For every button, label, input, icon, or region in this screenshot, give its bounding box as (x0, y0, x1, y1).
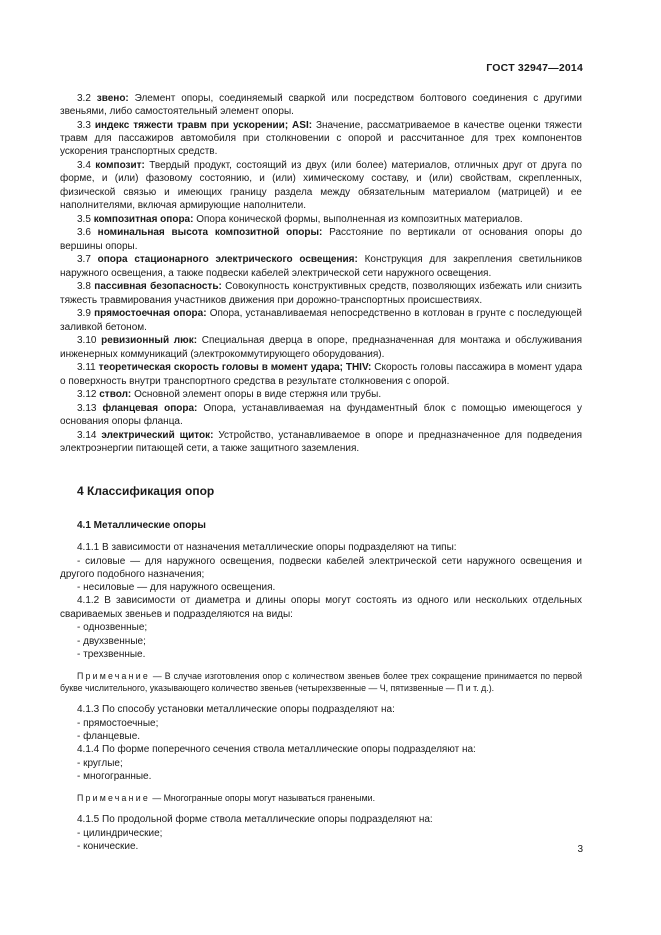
list-item: - несиловые — для наружного освещения. (77, 582, 276, 594)
document-code: ГОСТ 32947—2014 (486, 62, 583, 74)
paragraph-4-1-1: 4.1.1 В зависимости от назначения металлические опоры подразделяют на типы: (77, 542, 457, 554)
note-label: Примечание (77, 793, 150, 804)
definition-3-13: 3.13 фланцевая опора: Опора, устанавливаемая на фундаментный блок с помощью имеющегося у основания опоры фланца. (60, 403, 582, 428)
list-item: - цилиндрические; (77, 828, 163, 840)
list-item: - круглые; (77, 758, 123, 770)
list-item: - однозвенные; (77, 622, 148, 634)
list-item: - конические. (77, 841, 139, 853)
definition-3-11: 3.11 теоретическая скорость головы в момент удара; THIV: Скорость головы пассажира в момент удара о поверхность внутри транспортного средства в результате столкновения с опорой. (60, 362, 583, 387)
note-2: Примечание — Многогранные опоры могут называться гранеными. (77, 793, 376, 804)
paragraph-4-1-4: 4.1.4 По форме поперечного сечения ствола металлические опоры подразделяют на: (77, 744, 476, 756)
definition-3-9: 3.9 прямостоечная опора: Опора, устанавливаемая непосредственно в котлован в грунте с последующей заливкой бетоном. (60, 308, 583, 333)
paragraph-4-1-2: 4.1.2 В зависимости от диаметра и длины опоры могут состоять из одного или нескольких отдельных свариваемых звеньев и подразделяются на виды: (60, 595, 582, 620)
definition-3-5: 3.5 композитная опора: Опора конической формы, выполненная из композитных материалов. (77, 213, 523, 225)
list-item: - трехзвенные. (77, 648, 146, 660)
list-item: - прямостоечные; (77, 717, 159, 729)
definition-3-14: 3.14 электрический щиток: Устройство, устанавливаемое в опоре и предназначенное для подведения электроэнергии питающей сети, а также защитного заземления. (60, 430, 582, 455)
definition-3-7: 3.7 опора стационарного электрического освещения: Конструкция для закрепления светильников наружного освещения, а также подвески кабелей электрической сети наружного освещения. (60, 254, 583, 279)
section-4-title: 4 Классификация опор (77, 483, 215, 498)
definition-3-4: 3.4 композит: Твердый продукт, состоящий из двух (или более) материалов, отличных друг от друга по форме, и (или) фазовому состоянию, и (или) химическому составу, и (или) свойствам, скрепленных, физической связью и имеющих границу раздела между обязательным материалом (матрицей) и ее наполнителями, включая армирующие наполнители. (60, 160, 582, 211)
page-number: 3 (577, 844, 583, 855)
page-body (60, 92, 582, 854)
definition-3-2: 3.2 звено: Элемент опоры, соединяемый сваркой или посредством болтового соединения с другими звеньями, либо самостоятельный элемент опоры. (60, 93, 583, 118)
note-label: Примечание (77, 671, 150, 682)
list-item: - многогранные. (77, 771, 152, 783)
definition-3-8: 3.8 пассивная безопасность: Совокупность конструктивных средств, позволяющих избежать или снизить тяжесть травмирования участников движения при дорожно-транспортных происшествиях. (60, 281, 582, 306)
paragraph-4-1-3: 4.1.3 По способу установки металлические опоры подразделяют на: (77, 704, 395, 716)
definition-3-12: 3.12 ствол: Основной элемент опоры в виде стержня или трубы. (77, 389, 382, 401)
definition-3-6: 3.6 номинальная высота композитной опоры: Расстояние по вертикали от основания опоры до вершины опоры. (60, 227, 583, 252)
subsection-4-1-title: 4.1 Металлические опоры (77, 519, 206, 531)
definition-3-3: 3.3 индекс тяжести травм при ускорении; ASI: Значение, рассматриваемое в качестве оценки тяжести травм для пассажиров автомобиля при столкновении с опорой и рассчитанное для трех компонентов ускорения транспортных средств. (60, 120, 582, 158)
note-1: Примечание — В случае изготовления опор с количеством звеньев более трех сокращение принимается по первой букве числительного, указывающего количество звеньев (четырехзвенные — Ч, пятизвенные — П и т. д.). (60, 671, 582, 694)
list-item: - фланцевые. (77, 731, 141, 743)
list-item: - силовые — для наружного освещения, подвески кабелей электрической сети наружного освещения и другого подобного назначения; (60, 555, 582, 581)
paragraph-4-1-5: 4.1.5 По продольной форме ствола металлические опоры подразделяют на: (77, 814, 433, 826)
list-item: - двухзвенные; (77, 635, 146, 647)
definition-3-10: 3.10 ревизионный люк: Специальная дверца в опоре, предназначенная для монтажа и обслуживания инженерных коммуникаций (электрокоммутирующего оборудования). (60, 335, 582, 360)
